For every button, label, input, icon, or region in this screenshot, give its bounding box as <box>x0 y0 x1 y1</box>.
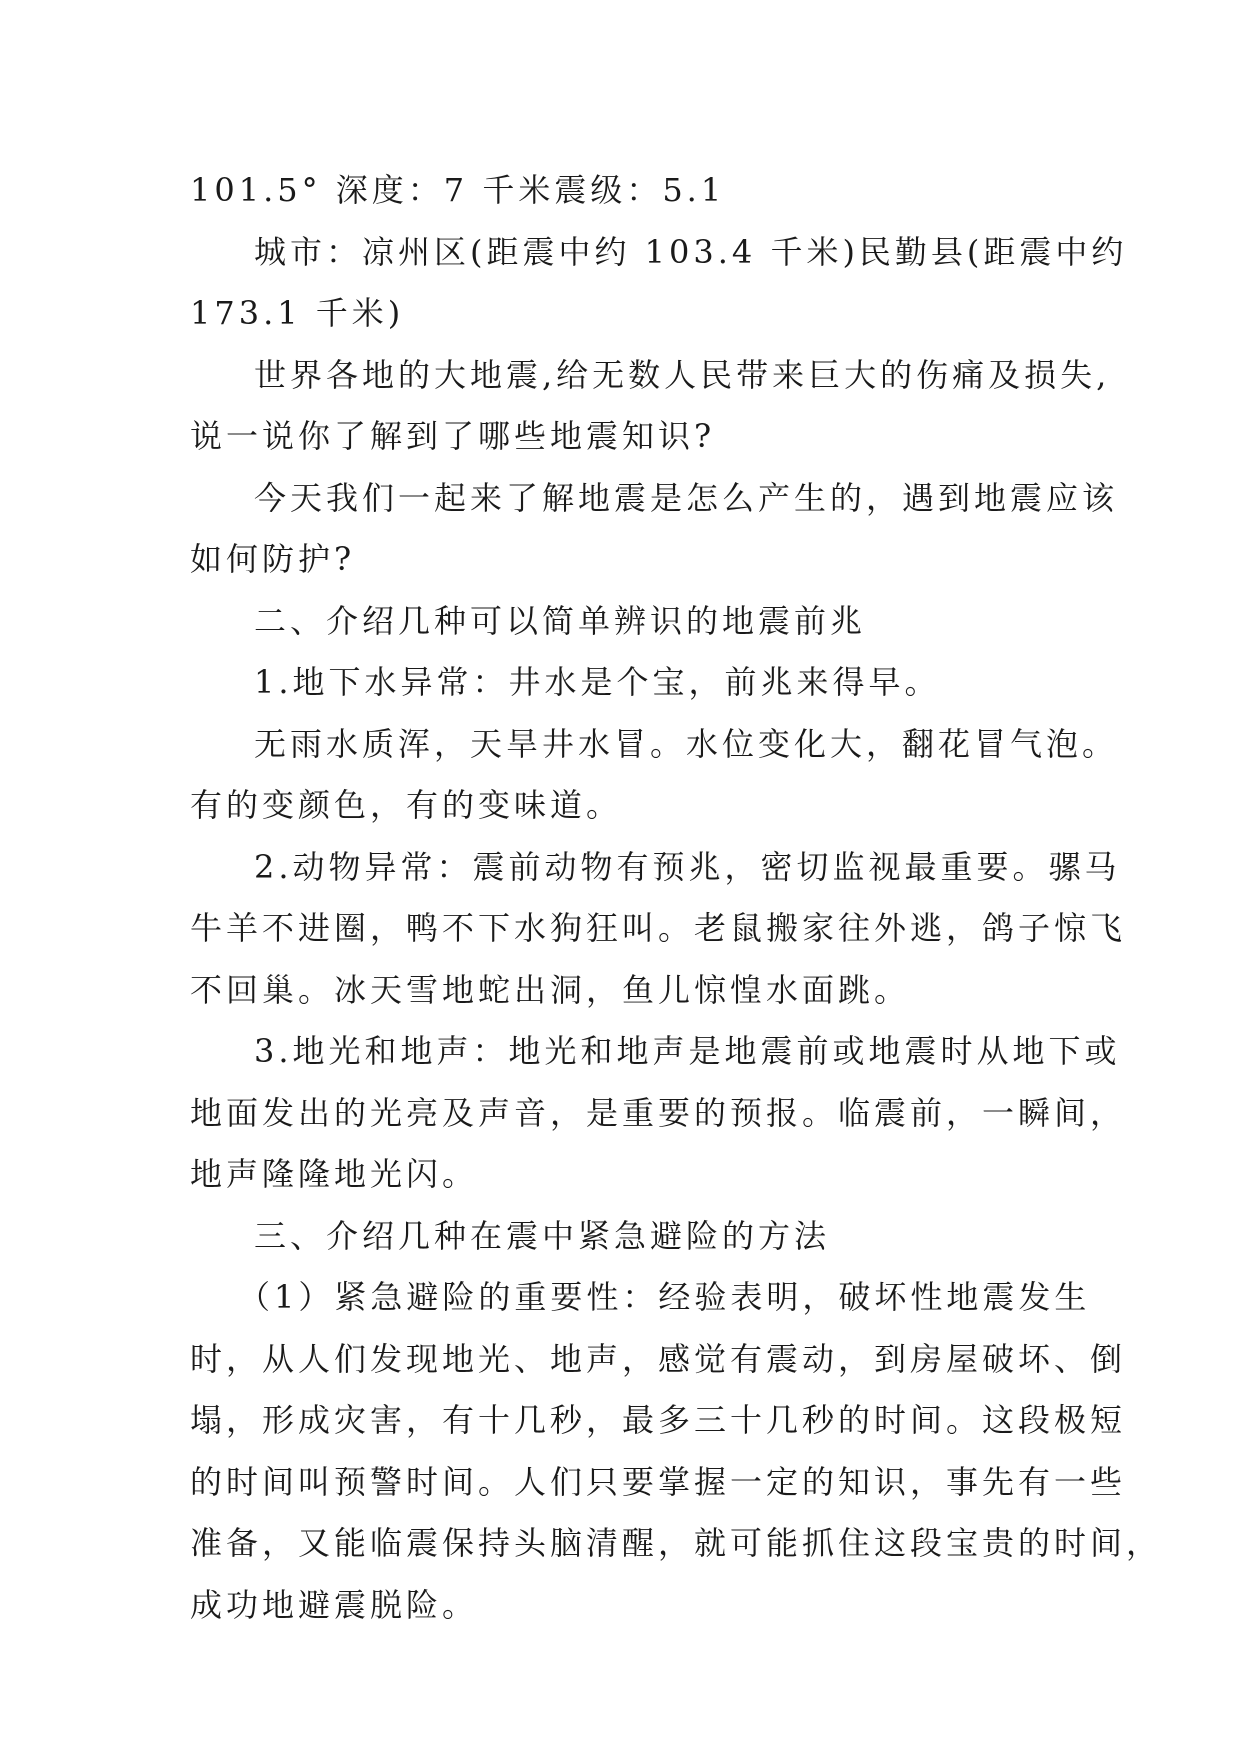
today-topic-paragraph <box>190 468 1119 591</box>
document-body <box>190 160 1163 1636</box>
text-line: 城市：凉州区(距震中约 103.4 千米)民勤县(距震中约 <box>254 232 1128 271</box>
emergency-importance-paragraph <box>190 1267 1163 1636</box>
text-line: 173.1 千米) <box>190 294 405 332</box>
text-line: 塌，形成灾害，有十几秒，最多三十几秒的时间。这段极短 <box>190 1401 1127 1439</box>
text-line: 说一说你了解到了哪些地震知识? <box>190 417 716 455</box>
text-line: 三、介绍几种在震中紧急避险的方法 <box>254 1216 831 1255</box>
text-line: （1）紧急避险的重要性：经验表明，破坏性地震发生 <box>238 1278 1091 1316</box>
text-line: 世界各地的大地震,给无数人民带来巨大的伤痛及损失, <box>254 355 1111 394</box>
light-sound-item <box>190 1021 1127 1206</box>
text-line: 如何防护? <box>190 540 356 578</box>
text-line: 二、介绍几种可以简单辨识的地震前兆 <box>254 601 867 640</box>
city-distance-paragraph <box>190 222 1128 345</box>
animal-item <box>190 837 1127 1022</box>
text-line: 地面发出的光亮及声音，是重要的预报。临震前，一瞬间， <box>190 1093 1127 1132</box>
text-line: 地声隆隆地光闪。 <box>190 1155 479 1193</box>
text-line: 3.地光和地声：地光和地声是地震前或地震时从地下或 <box>254 1032 1121 1070</box>
groundwater-item <box>190 652 1070 714</box>
text-line: 时，从人们发现地光、地声，感觉有震动，到房屋破坏、倒 <box>190 1339 1127 1378</box>
text-line: 2.动物异常：震前动物有预兆，密切监视最重要。骡马 <box>254 847 1121 886</box>
text-line: 成功地避震脱险。 <box>190 1585 479 1624</box>
text-line: 有的变颜色，有的变味道。 <box>190 786 623 824</box>
text-line: 的时间叫预警时间。人们只要掌握一定的知识，事先有一些 <box>190 1462 1127 1501</box>
section-heading-3 <box>190 1206 1070 1268</box>
text-line: 101.5° 深度：7 千米震级：5.1 <box>190 171 726 209</box>
groundwater-detail <box>190 714 1119 837</box>
section-heading-2 <box>190 591 1070 653</box>
text-line: 无雨水质浑，天旱井水冒。水位变化大，翻花冒气泡。 <box>254 724 1119 763</box>
text-line: 准备，又能临震保持头脑清醒，就可能抓住这段宝贵的时间， <box>190 1524 1163 1562</box>
text-line: 1.地下水异常：井水是个宝，前兆来得早。 <box>254 663 941 701</box>
text-line: 牛羊不进圈，鸭不下水狗狂叫。老鼠搬家往外逃，鸽子惊飞 <box>190 909 1127 947</box>
intro-question-paragraph <box>190 345 1111 468</box>
text-line: 今天我们一起来了解地震是怎么产生的，遇到地震应该 <box>254 478 1119 517</box>
text-line: 不回巢。冰天雪地蛇出洞，鱼儿惊惶水面跳。 <box>190 970 911 1009</box>
earthquake-info-paragraph <box>190 160 1070 222</box>
